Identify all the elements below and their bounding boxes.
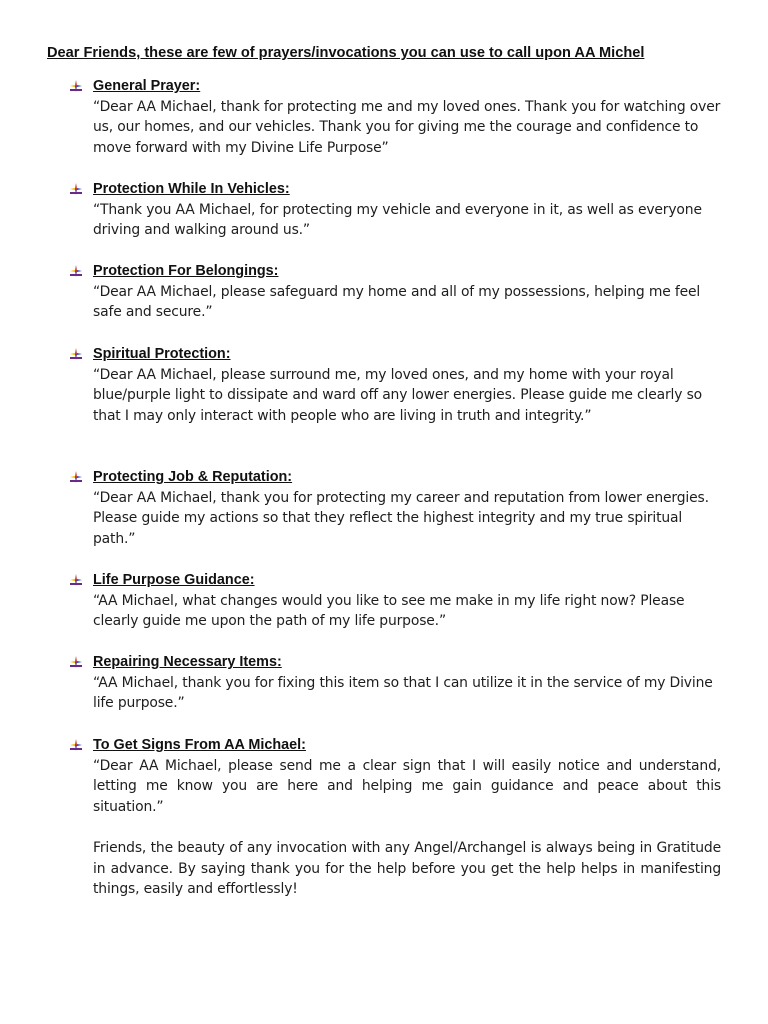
prayer-text: “AA Michael, thank you for fixing this item so that I can utilize it in the service of my Divine life purpose.”	[93, 674, 713, 712]
prayer-title: Protection For Belongings:	[93, 263, 279, 279]
prayer-text: “Dear AA Michael, thank you for protecting my career and reputation from lower energies. Please guide my actions so that they reflect the highest integrity and my true spiritual path.”	[93, 489, 709, 547]
prayer-title: Repairing Necessary Items:	[93, 654, 282, 670]
prayer-title: Protection While In Vehicles:	[93, 181, 290, 197]
prayer-text: “Dear AA Michael, please safeguard my home and all of my possessions, helping me feel safe and secure.”	[93, 283, 701, 321]
diamond-bullet-icon	[69, 470, 83, 484]
prayer-text: “Thank you AA Michael, for protecting my vehicle and everyone in it, as well as everyone driving and walking around us.”	[93, 201, 702, 239]
prayer-title: General Prayer:	[93, 78, 201, 94]
diamond-bullet-icon	[69, 264, 83, 278]
diamond-bullet-icon	[69, 182, 83, 196]
document-heading: Dear Friends, these are few of prayers/invocations you can use to call upon AA Michel	[47, 45, 645, 61]
prayer-text: “Dear AA Michael, please surround me, my loved ones, and my home with your royal blue/purple light to dissipate and ward off any lower energies. Please guide me clearly so that I may only interact with people who are living in truth and integrity.”	[93, 366, 703, 424]
prayer-title: Protecting Job & Reputation:	[93, 469, 293, 485]
diamond-bullet-icon	[69, 79, 83, 93]
diamond-bullet-icon	[69, 738, 83, 752]
prayer-text: “Dear AA Michael, thank for protecting me and my loved ones. Thank you for watching over us, our homes, and our vehicles. Thank you for giving me the courage and confidence to move forward with my Divine Life Purpose”	[93, 98, 721, 156]
diamond-bullet-icon	[69, 347, 83, 361]
diamond-bullet-icon	[69, 655, 83, 669]
diamond-bullet-icon	[69, 573, 83, 587]
prayer-title: Life Purpose Guidance:	[93, 572, 255, 588]
prayer-text: “Dear AA Michael, please send me a clear sign that I will easily notice and understand, letting me know you are here and helping me gain guidance and peace about this situation.”	[93, 757, 721, 815]
prayer-title: Spiritual Protection:	[93, 346, 231, 362]
closing-paragraph: Friends, the beauty of any invocation with any Angel/Archangel is always being in Gratitude in advance. By saying thank you for the help before you get the help helps in manifesting things, easily and effortlessly!	[93, 840, 721, 898]
prayer-title: To Get Signs From AA Michael:	[93, 737, 306, 753]
prayer-text: “AA Michael, what changes would you like to see me make in my life right now? Please clearly guide me upon the path of my life purpose.”	[93, 592, 685, 630]
